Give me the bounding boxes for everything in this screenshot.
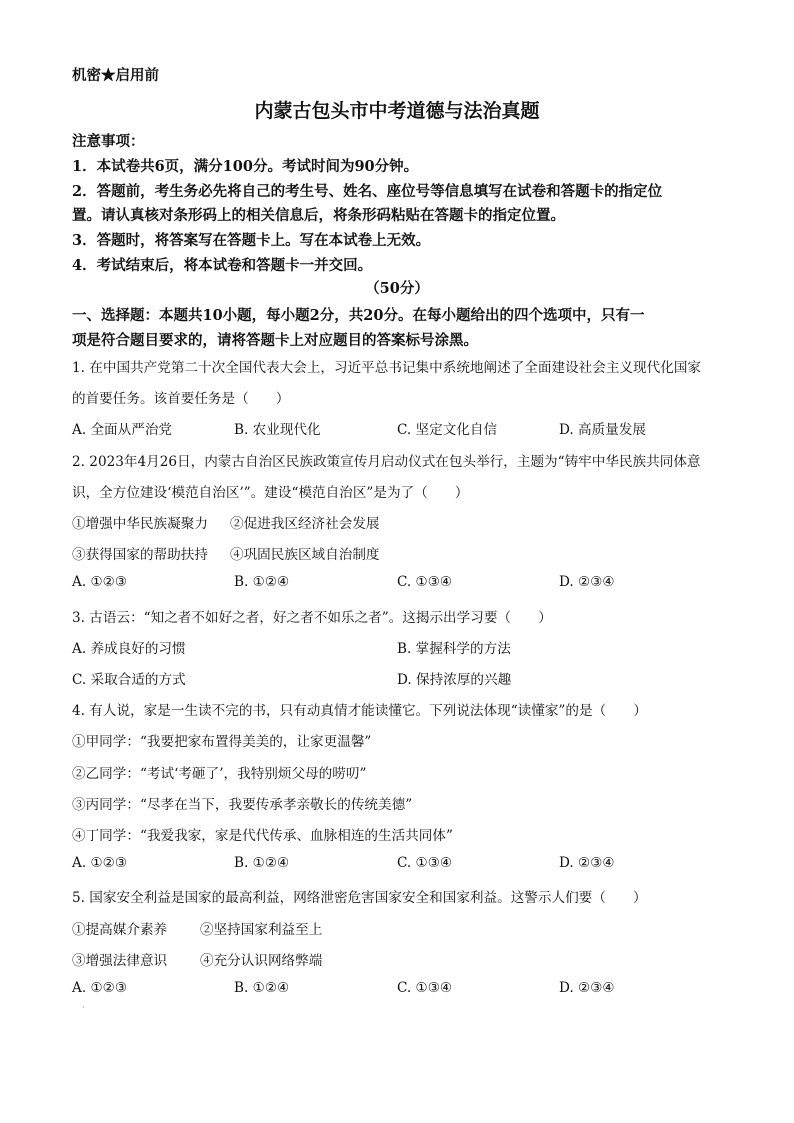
exam-title: 内蒙古包头市中考道德与法治真题 [254, 100, 540, 122]
option-c: C. ①③④ [397, 980, 453, 996]
question-stem: 3. 古语云：“知之者不如好之者，好之者不如乐之者”。这揭示出学习要（ ） [72, 610, 552, 626]
option-b: B. 掌握科学的方法 [397, 641, 511, 657]
option-d: D. 高质量发展 [559, 422, 647, 438]
notice-heading: 注意事项： [72, 133, 145, 150]
option-d: D. ②③④ [559, 574, 615, 590]
statement: ④巩固民族区域自治制度 [230, 547, 380, 563]
statement: ②促进我区经济社会发展 [230, 516, 380, 532]
option-a: A. ①②③ [72, 855, 128, 871]
notice-line: 置。请认真核对条形码上的相关信息后，将条形码粘贴在答题卡的指定位置。 [72, 207, 565, 224]
notice-line: 2．答题前，考生务必先将自己的考生号、姓名、座位号等信息填写在试卷和答题卡的指定位 [72, 183, 663, 200]
option-b: B. ①②④ [234, 574, 290, 590]
statement: ①提高媒介素养 [72, 922, 168, 938]
option-a: A. 全面从严治党 [72, 422, 173, 438]
question-stem: 识，全方位建设‘模范自治区’”。建设“模范自治区”是为了（ ） [72, 485, 469, 501]
notice-line: 4．考试结束后，将本试卷和答题卡一并交回。 [72, 257, 373, 274]
notice-line: 1．本试卷共6页，满分100分。考试时间为90分钟。 [72, 158, 419, 175]
option-d: D. ②③④ [559, 980, 615, 996]
option-a: A. ①②③ [72, 980, 128, 996]
option-d: D. ②③④ [559, 855, 615, 871]
statement: ③获得国家的帮助扶持 [72, 547, 208, 563]
confidential-label: 机密★启用前 [72, 67, 159, 84]
option-a: A. 养成良好的习惯 [72, 641, 186, 657]
option-c: C. ①③④ [397, 574, 453, 590]
statement: ②乙同学：“考试‘考砸了’，我特别烦父母的唠叨” [72, 766, 367, 782]
option-b: B. ①②④ [234, 855, 290, 871]
section-instructions: 一、选择题：本题共10小题，每小题2分，共20分。在每小题给出的四个选项中，只有一 [72, 307, 645, 324]
section-score: （50分） [365, 280, 429, 297]
section-instructions: 项是符合题目要求的，请将答题卡上对应题目的答案标号涂黑。 [72, 332, 478, 349]
statement: ④充分认识网络弊端 [200, 953, 323, 969]
option-b: B. 农业现代化 [234, 422, 321, 438]
option-c: C. 坚定文化自信 [397, 422, 498, 438]
question-stem: 2. 2023年4月26日，内蒙古自治区民族政策宣传月启动仪式在包头举行，主题为“铸牢中华民族共同体意 [72, 454, 701, 470]
stray-dot: · [82, 1003, 85, 1012]
option-a: A. ①②③ [72, 574, 128, 590]
option-d: D. 保持浓厚的兴趣 [397, 672, 512, 688]
option-c: C. ①③④ [397, 855, 453, 871]
statement: ①增强中华民族凝聚力 [72, 516, 208, 532]
statement: ③丙同学：“尽孝在当下，我要传承孝亲敬长的传统美德” [72, 797, 413, 813]
option-c: C. 采取合适的方式 [72, 672, 186, 688]
question-stem: 1. 在中国共产党第二十次全国代表大会上，习近平总书记集中系统地阐述了全面建设社会主义现代化国家 [72, 360, 702, 376]
question-stem: 5. 国家安全利益是国家的最高利益，网络泄密危害国家安全和国家利益。这警示人们要（ ） [72, 890, 647, 906]
question-stem: 的首要任务。该首要任务是（ ） [72, 391, 290, 407]
question-stem: 4. 有人说，家是一生读不完的书，只有动真情才能读懂它。下列说法体现“读懂家”的是（ ） [72, 703, 647, 719]
statement: ②坚持国家利益至上 [200, 922, 323, 938]
statement: ③增强法律意识 [72, 953, 168, 969]
notice-line: 3．答题时，将答案写在答题卡上。写在本试卷上无效。 [72, 232, 431, 249]
option-b: B. ①②④ [234, 980, 290, 996]
statement: ④丁同学：“我爱我家，家是代代传承、血脉相连的生活共同体” [72, 828, 453, 844]
statement: ①甲同学：“我要把家布置得美美的，让家更温馨” [72, 734, 372, 750]
